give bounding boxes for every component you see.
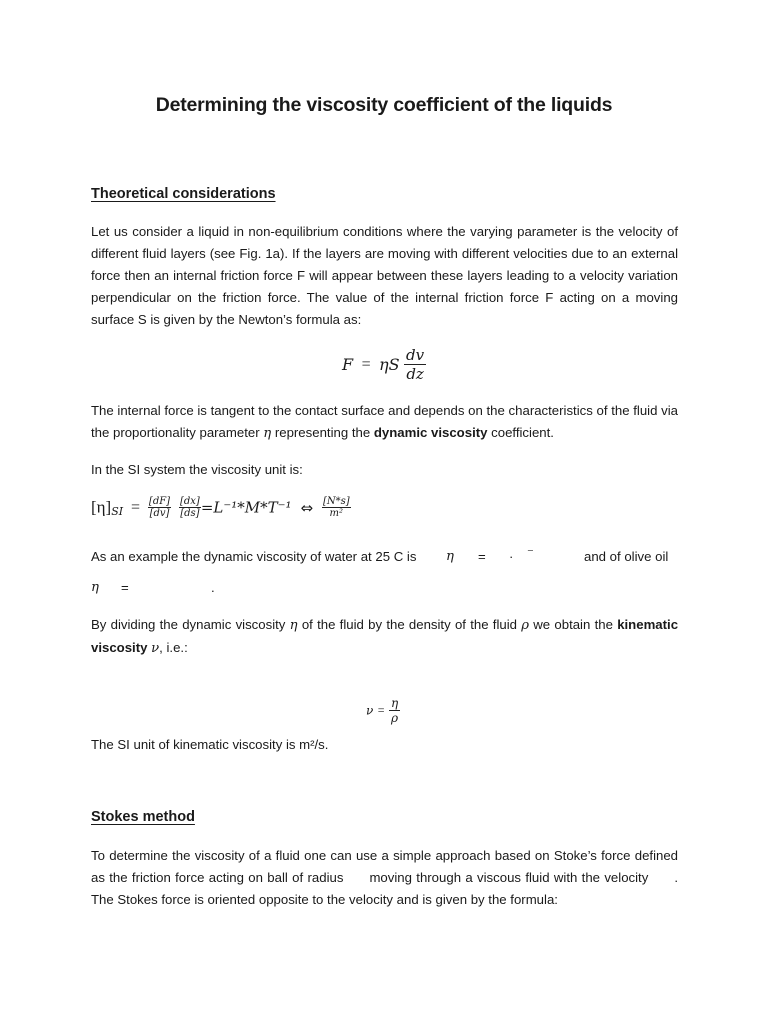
- eta-symbol: η: [446, 549, 454, 564]
- equals-sign: =: [121, 580, 129, 595]
- formula-kinematic: [366, 696, 400, 725]
- text-span: The internal force is tangent to the contact surface and depends on the characteristics of the fluid via the proportionality parameter: [91, 403, 678, 440]
- iff-icon: ⇔: [300, 498, 314, 517]
- formula-newton-fraction: [404, 346, 426, 383]
- formula-newton-den: dz: [406, 365, 424, 383]
- nu-symbol: ν: [151, 641, 160, 656]
- formula-kinematic-lhs: ν: [366, 703, 374, 718]
- formula-si-f1-den: [dv]: [149, 508, 170, 519]
- paragraph-si-kinematic-unit: The SI unit of kinematic viscosity is m²/s.: [91, 737, 329, 752]
- equals-sign: =: [478, 549, 486, 564]
- formula-kinematic-fraction: [389, 696, 400, 725]
- paragraph-si-system: In the SI system the viscosity unit is:: [91, 462, 303, 477]
- formula-newton-eq: =: [361, 355, 371, 373]
- formula-newton: [342, 346, 426, 392]
- section-heading-stokes: Stokes method: [91, 809, 195, 825]
- formula-newton-num: dv: [406, 346, 425, 364]
- document-title: Determining the viscosity coefficient of the liquids: [155, 94, 613, 116]
- formula-si-fraction-2: [179, 496, 201, 519]
- example-olive-oil-text: and of olive oil: [584, 549, 669, 564]
- text-span: of the fluid by the density of the fluid: [301, 617, 517, 632]
- rho-symbol: ρ: [521, 618, 530, 633]
- text-span: , i.e.:: [159, 640, 188, 655]
- formula-si-sub: SI: [111, 505, 124, 519]
- formula-si-rest: =L⁻¹*M*T⁻¹: [200, 498, 292, 517]
- bold-term-dynamic-viscosity: dynamic viscosity: [373, 425, 488, 440]
- paragraph-intro: Let us consider a liquid in non-equilibrium conditions where the varying parameter is the velocity of different fluid layers (see Fig. 1a). If the layers are moving with different velocities due to an external force then an internal friction force F will appear between these layers leading to a velocity variation perpendicular on the friction force. The value of the internal friction force F acting on a moving surface S is given by the Newton’s formula as:: [91, 224, 678, 327]
- text-span: By dividing the dynamic viscosity: [91, 617, 286, 632]
- formula-kinematic-den: ρ: [391, 711, 399, 725]
- paragraph-stokes: To determine the viscosity of a fluid one can use a simple approach based on Stoke’s force defined as the friction force acting on ball of radius moving through a viscous fluid with the velocity . The Stokes force is oriented opposite to the velocity and is given by the formula:: [91, 848, 682, 907]
- formula-si-unit: [91, 496, 351, 532]
- text-span: coefficient.: [491, 425, 554, 440]
- formula-si-f2-den: [ds]: [180, 508, 200, 519]
- text-span: we obtain the: [533, 617, 613, 632]
- formula-si-fraction-1: [148, 496, 171, 519]
- formula-newton-coef: ηS: [379, 355, 400, 374]
- paragraph-kinematic: [91, 614, 678, 660]
- formula-si-f3-num: [N*s]: [322, 496, 350, 507]
- formula-newton-lhs: F: [342, 355, 354, 374]
- bold-term-kinematic-viscosity: kinematic viscosity: [91, 617, 679, 655]
- dot-mark: ·: [509, 549, 514, 564]
- period-mark: .: [211, 580, 215, 595]
- formula-si-lhs: [η]: [91, 497, 112, 517]
- paragraph-internal-force: [91, 400, 678, 445]
- formula-si-f1-num: [dF]: [148, 496, 171, 507]
- formula-si-eq: =: [131, 498, 141, 516]
- formula-kinematic-num: η: [390, 696, 399, 710]
- dash-mark: ⁻: [527, 545, 534, 560]
- formula-kinematic-eq: =: [377, 703, 385, 717]
- eta-symbol: η: [263, 426, 272, 441]
- formula-si-f3-den: m²: [329, 508, 344, 519]
- example-water-text: As an example the dynamic viscosity of water at 25 C is: [91, 549, 417, 564]
- eta-symbol: η: [91, 580, 99, 595]
- eta-symbol: η: [289, 618, 298, 633]
- section-heading-theory: Theoretical considerations: [91, 186, 276, 202]
- formula-si-f2-num: [dx]: [179, 496, 200, 507]
- text-span: representing the: [274, 425, 371, 440]
- formula-si-fraction-3: [322, 496, 351, 519]
